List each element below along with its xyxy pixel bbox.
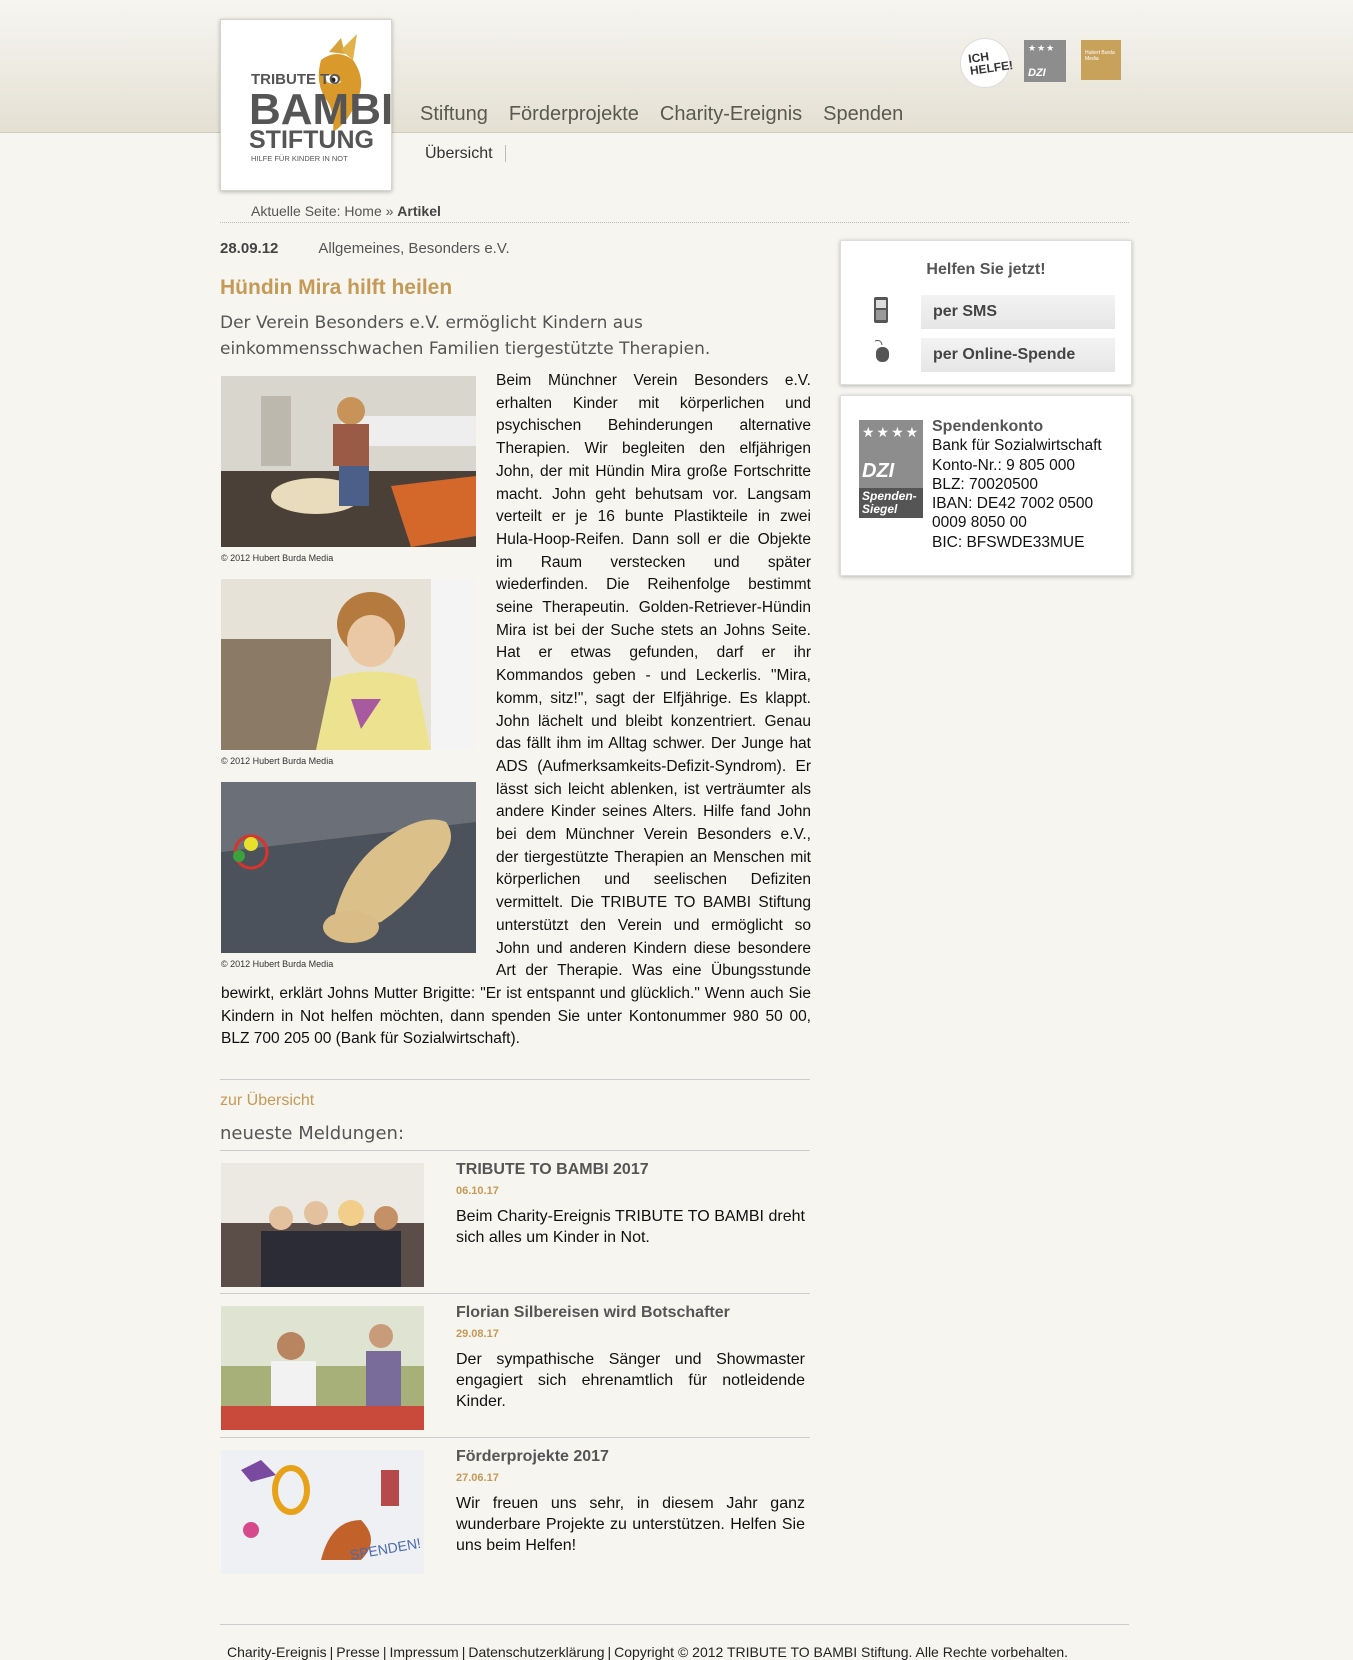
help-box (840, 240, 1132, 385)
dzi-seal-label: DZI (862, 460, 895, 482)
help-box-title: Helfen Sie jetzt! (926, 261, 1046, 278)
breadcrumb-divider (220, 222, 1129, 223)
article-meta (220, 240, 510, 257)
dzi-seal[interactable] (859, 420, 923, 518)
news-item[interactable] (220, 1293, 810, 1438)
account-bank: Bank für Sozialwirtschaft (932, 437, 1102, 455)
news-date: 27.06.17 (456, 1472, 499, 1484)
nav-foerderprojekte[interactable]: Förderprojekte (508, 103, 639, 125)
help-sms-button[interactable]: per SMS (921, 295, 1115, 329)
photo-caption: © 2012 Hubert Burda Media (221, 553, 334, 563)
news-item[interactable] (220, 1437, 810, 1582)
dzi-badge-text: DZI (1028, 67, 1046, 79)
news-thumbnail[interactable] (221, 1306, 424, 1430)
article-categories[interactable]: Allgemeines, Besonders e.V. (318, 240, 510, 257)
hubert-burda-text: Hubert Burda Media (1085, 50, 1115, 62)
news-date: 06.10.17 (456, 1185, 499, 1197)
main-nav (420, 103, 903, 126)
stars-icon: ★★★ (1028, 43, 1056, 53)
nav-spenden[interactable]: Spenden (823, 103, 904, 125)
article-body-text: Beim Münchner Verein Besonders e.V. erhalten Kinder mit körperlichen und psychischen Behinderungen alternative Therapien. Wir begleiten den elfjährigen John, der mit Hündin Mira große Fortschritte macht. John geht behutsam vor. Langsam verteilt er je 16 bunte Plastikteile in zwei Hula-Hoop-Reifen. Dann soll er die Objekte im Raum verstecken und später wiederfinden. Die Reihenfolge bestimmt seine Therapeutin. Golden-Retriever-Hündin Mira ist bei der Suche stets an Johns Seite. Hat er etwas gefunden, darf er ihr Kommandos geben - und Leckerlis. "Mira, komm, sitz!", sagt der Elfjährige. Es klappt. John lächelt und bleibt konzentriert. Genau das fällt ihm im Alltag schwer. Der Junge hat ADS (Aufmerksamkeits-Defizit-Syndrom). Er lässt sich leicht ablenken, ist verträumter als andere Kinder seines Alters. Hilfe fand John bei dem Münchner Verein Besonders e.V., der tiergestützte Therapien an Menschen mit körperlichen und seelischen Defiziten vermittelt. Die TRIBUTE TO BAMBI Stiftung unterstützt den Verein und ermöglicht so John und anderen Kindern diese besondere Art der Therapie. Was eine Übungsstunde bewirkt, erklärt Johns Mutter Brigitte: "Er ist entspannt und glücklich." Wenn auch Sie Kindern in Not helfen möchten, dann spenden Sie unter Kontonummer 980 50 00, BLZ 700 205 00 (Bank für Sozialwirtschaft). (221, 372, 811, 1048)
account-bic: BIC: BFSWDE33MUE (932, 533, 1085, 551)
logo-line-2: BAMBI (249, 85, 393, 134)
stars-icon: ★★★★ (862, 424, 921, 440)
breadcrumb-prefix[interactable]: Aktuelle Seite: Home » (251, 203, 398, 219)
article-body (221, 370, 811, 1051)
breadcrumb (251, 203, 441, 219)
help-online-button[interactable]: per Online-Spende (921, 338, 1115, 372)
subnav-uebersicht[interactable]: Übersicht (425, 145, 506, 162)
svg-text:SPENDEN!: SPENDEN! (348, 1534, 423, 1563)
logo-line-1: TRIBUTE TO (251, 71, 341, 88)
news-text: Beim Charity-Ereignis TRIBUTE TO BAMBI dreht sich alles um Kinder in Not. (456, 1208, 805, 1246)
footer (227, 1644, 1068, 1660)
account-blz: BLZ: 70020500 (932, 475, 1039, 493)
dzi-seal-sub: Spenden-Siegel (859, 488, 923, 518)
news-thumbnail[interactable] (221, 1163, 424, 1287)
bambi-logo[interactable] (220, 19, 392, 191)
photo-caption: © 2012 Hubert Burda Media (221, 959, 334, 969)
photo-caption: © 2012 Hubert Burda Media (221, 756, 334, 766)
footer-link-datenschutz[interactable]: Datenschutzerklärung (468, 1644, 605, 1660)
sub-nav (425, 145, 506, 163)
ich-helfe-badge[interactable] (960, 38, 1014, 88)
footer-copyright: Copyright © 2012 TRIBUTE TO BAMBI Stiftung. Alle Rechte vorbehalten. (614, 1644, 1069, 1660)
back-to-overview-link[interactable]: zur Übersicht (220, 1092, 315, 1109)
account-iban-1: IBAN: DE42 7002 0500 (932, 495, 1094, 513)
news-text: Wir freuen uns sehr, in diesem Jahr ganz wunderbare Projekte zu unterstützen. Helfen Sie uns beim Helfen! (456, 1495, 805, 1554)
breadcrumb-current: Artikel (397, 203, 441, 219)
article-title: Hündin Mira hilft heilen (220, 276, 453, 299)
computer-mouse-icon (873, 339, 891, 368)
bambi-logo-graphic (221, 20, 393, 192)
account-title: Spendenkonto (932, 418, 1044, 435)
logo-line-4: HILFE FÜR KINDER IN NOT (251, 154, 348, 163)
footer-separator: | (461, 1644, 466, 1660)
ich-helfe-text: ICH HELFE! (967, 49, 1014, 78)
logo-line-3: STIFTUNG (249, 126, 374, 154)
footer-separator: | (382, 1644, 387, 1660)
footer-link-impressum[interactable]: Impressum (389, 1644, 459, 1660)
dzi-badge[interactable] (1024, 40, 1066, 82)
article-date: 28.09.12 (220, 240, 279, 257)
footer-divider (220, 1624, 1129, 1625)
news-title[interactable]: Förderprojekte 2017 (456, 1448, 609, 1465)
news-thumbnail[interactable] (221, 1450, 424, 1574)
article-lead: Der Verein Besonders e.V. ermöglicht Kindern aus einkommensschwachen Familien tiergestützte Therapien. (220, 313, 711, 359)
news-text: Der sympathische Sänger und Showmaster engagiert sich ehrenamtlich für notleidende Kinder. (456, 1351, 805, 1410)
footer-link-charity[interactable]: Charity-Ereignis (227, 1644, 327, 1660)
footer-link-presse[interactable]: Presse (336, 1644, 380, 1660)
nav-stiftung[interactable]: Stiftung (420, 103, 488, 125)
footer-separator: | (329, 1644, 334, 1660)
news-item[interactable] (220, 1150, 810, 1295)
newest-heading: neueste Meldungen: (220, 1123, 405, 1144)
nav-charity-ereignis[interactable]: Charity-Ereignis (659, 103, 803, 125)
hubert-burda-badge[interactable] (1081, 40, 1121, 80)
news-title[interactable]: TRIBUTE TO BAMBI 2017 (456, 1161, 649, 1178)
news-title[interactable]: Florian Silbereisen wird Botschafter (456, 1304, 730, 1321)
footer-separator: | (607, 1644, 612, 1660)
news-date: 29.08.17 (456, 1328, 499, 1340)
mobile-phone-icon (873, 296, 889, 329)
photo-column-spacer (221, 370, 496, 964)
account-details (932, 417, 1102, 552)
account-box (840, 395, 1132, 576)
article-divider (220, 1079, 810, 1080)
account-konto: Konto-Nr.: 9 805 000 (932, 456, 1076, 474)
account-iban-2: 0009 8050 00 (932, 514, 1027, 532)
